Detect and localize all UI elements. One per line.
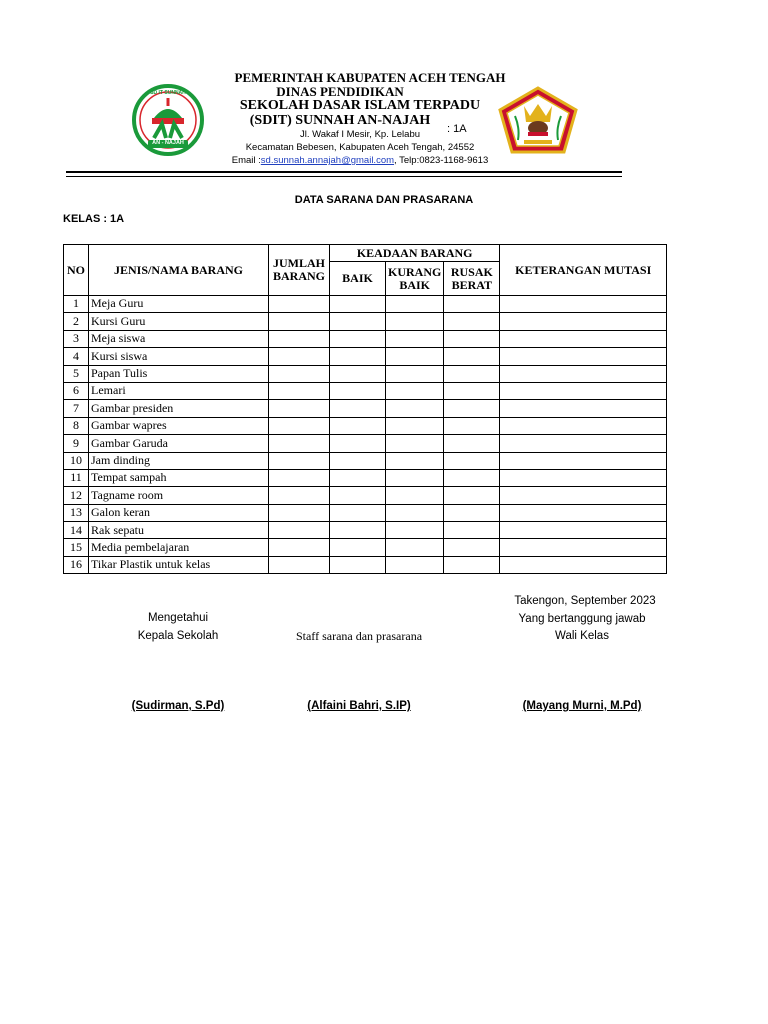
- signature-middle-line-1: Staff sarana dan prasarana: [295, 629, 423, 643]
- cell-jumlah: [269, 348, 330, 365]
- table-row: [64, 330, 667, 347]
- cell-rusak-berat: [444, 400, 500, 417]
- cell-keterangan: [500, 365, 667, 382]
- cell-rusak-berat: [444, 313, 500, 330]
- cell-name: Papan Tulis: [89, 365, 269, 382]
- cell-baik: [330, 417, 386, 434]
- cell-rusak-berat: [444, 348, 500, 365]
- inventory-table: [63, 244, 667, 574]
- cell-no: 9: [64, 435, 89, 452]
- place-date: Takengon, September 2023: [514, 595, 656, 607]
- cell-no: 3: [64, 330, 89, 347]
- signature-left-line-1: Mengetahui: [147, 612, 209, 624]
- cell-name: Lemari: [89, 382, 269, 399]
- cell-keterangan: [500, 487, 667, 504]
- cell-jumlah: [269, 556, 330, 573]
- col-header-rusak-berat: [444, 262, 500, 296]
- inventory-table-body: [64, 296, 667, 574]
- col-header-keadaan: KEADAAN BARANG: [330, 245, 500, 262]
- email-link[interactable]: sd.sunnah.annajah@gmail.com: [260, 155, 395, 166]
- signature-right-line-2: Wali Kelas: [555, 630, 609, 642]
- cell-baik: [330, 469, 386, 486]
- cell-jumlah: [269, 487, 330, 504]
- table-row: [64, 522, 667, 539]
- signature-middle-name: (Alfaini Bahri, S.IP): [307, 700, 411, 712]
- logo-top-text: SD IT SUNNAH: [150, 90, 186, 96]
- cell-no: 14: [64, 522, 89, 539]
- table-row: [64, 435, 667, 452]
- cell-name: Rak sepatu: [89, 522, 269, 539]
- header-line-1: PEMERINTAH KABUPATEN ACEH TENGAH: [234, 70, 506, 85]
- cell-rusak-berat: [444, 365, 500, 382]
- cell-keterangan: [500, 296, 667, 313]
- signature-left-name: (Sudirman, S.Pd): [131, 700, 225, 712]
- cell-jumlah: [269, 313, 330, 330]
- cell-no: 13: [64, 504, 89, 521]
- cell-baik: [330, 296, 386, 313]
- cell-kurang-baik: [386, 469, 444, 486]
- col-header-baik: BAIK: [330, 262, 386, 296]
- cell-no: 15: [64, 539, 89, 556]
- cell-kurang-baik: [386, 435, 444, 452]
- cell-jumlah: [269, 435, 330, 452]
- table-row: [64, 313, 667, 330]
- cell-keterangan: [500, 469, 667, 486]
- cell-no: 12: [64, 487, 89, 504]
- table-row: [64, 417, 667, 434]
- cell-keterangan: [500, 522, 667, 539]
- cell-rusak-berat: [444, 330, 500, 347]
- kelas-label: KELAS : 1A: [63, 213, 125, 225]
- col-header-jumlah-1: JUMLAH: [273, 256, 325, 270]
- document-title: DATA SARANA DAN PRASARANA: [294, 194, 474, 206]
- col-header-kurang-baik: [386, 262, 444, 296]
- col-header-keterangan: KETERANGAN MUTASI: [500, 245, 667, 296]
- cell-baik: [330, 382, 386, 399]
- col-header-jenis: JENIS/NAMA BARANG: [89, 245, 269, 296]
- cell-name: Jam dinding: [89, 452, 269, 469]
- cell-rusak-berat: [444, 417, 500, 434]
- cell-no: 16: [64, 556, 89, 573]
- signature-right-line-1: Yang bertanggung jawab: [518, 613, 646, 625]
- cell-no: 10: [64, 452, 89, 469]
- table-row: [64, 469, 667, 486]
- cell-rusak-berat: [444, 504, 500, 521]
- cell-keterangan: [500, 382, 667, 399]
- cell-kurang-baik: [386, 452, 444, 469]
- col-header-no: NO: [64, 245, 89, 296]
- cell-rusak-berat: [444, 452, 500, 469]
- cell-kurang-baik: [386, 556, 444, 573]
- cell-kurang-baik: [386, 539, 444, 556]
- logo-bottom-text: AN - NAJAH: [152, 140, 184, 146]
- signature-right-name: (Mayang Murni, M.Pd): [522, 700, 642, 712]
- cell-baik: [330, 539, 386, 556]
- cell-baik: [330, 435, 386, 452]
- cell-keterangan: [500, 348, 667, 365]
- cell-name: Meja siswa: [89, 330, 269, 347]
- col-header-kurang-2: BAIK: [399, 277, 431, 292]
- cell-no: 7: [64, 400, 89, 417]
- table-row: [64, 400, 667, 417]
- cell-name: Galon keran: [89, 504, 269, 521]
- cell-jumlah: [269, 504, 330, 521]
- header-address-2: Kecamatan Bebesen, Kabupaten Aceh Tengah, 24552: [245, 142, 475, 153]
- cell-kurang-baik: [386, 417, 444, 434]
- header-class-tag: : 1A: [447, 123, 467, 135]
- cell-kurang-baik: [386, 382, 444, 399]
- header-rule: [66, 171, 622, 173]
- cell-keterangan: [500, 400, 667, 417]
- cell-kurang-baik: [386, 348, 444, 365]
- header-line-4: (SDIT) SUNNAH AN-NAJAH: [249, 113, 431, 128]
- table-row: [64, 504, 667, 521]
- cell-jumlah: [269, 382, 330, 399]
- cell-keterangan: [500, 313, 667, 330]
- header-rule-thin: [66, 176, 622, 177]
- cell-keterangan: [500, 330, 667, 347]
- table-row: [64, 539, 667, 556]
- header-line-2: DINAS PENDIDIKAN: [276, 84, 404, 99]
- cell-baik: [330, 452, 386, 469]
- email-label: Email :: [231, 155, 261, 166]
- cell-no: 1: [64, 296, 89, 313]
- cell-baik: [330, 556, 386, 573]
- col-header-jumlah-2: BARANG: [272, 269, 325, 283]
- cell-kurang-baik: [386, 522, 444, 539]
- cell-keterangan: [500, 417, 667, 434]
- cell-keterangan: [500, 539, 667, 556]
- cell-kurang-baik: [386, 504, 444, 521]
- header-address-1: Jl. Wakaf I Mesir, Kp. Lelabu: [299, 129, 421, 140]
- cell-baik: [330, 487, 386, 504]
- cell-rusak-berat: [444, 539, 500, 556]
- cell-baik: [330, 330, 386, 347]
- table-row: [64, 452, 667, 469]
- table-row: [64, 382, 667, 399]
- cell-name: Tagname room: [89, 487, 269, 504]
- cell-rusak-berat: [444, 469, 500, 486]
- table-row: [64, 296, 667, 313]
- cell-rusak-berat: [444, 556, 500, 573]
- col-header-rusak-1: RUSAK: [450, 264, 493, 279]
- cell-no: 8: [64, 417, 89, 434]
- cell-baik: [330, 365, 386, 382]
- cell-kurang-baik: [386, 313, 444, 330]
- cell-kurang-baik: [386, 296, 444, 313]
- cell-keterangan: [500, 435, 667, 452]
- cell-name: Meja Guru: [89, 296, 269, 313]
- cell-rusak-berat: [444, 296, 500, 313]
- cell-rusak-berat: [444, 487, 500, 504]
- cell-name: Tikar Plastik untuk kelas: [89, 556, 269, 573]
- cell-baik: [330, 504, 386, 521]
- cell-jumlah: [269, 539, 330, 556]
- table-row: [64, 348, 667, 365]
- col-header-rusak-2: BERAT: [451, 277, 493, 292]
- cell-jumlah: [269, 365, 330, 382]
- cell-name: Gambar presiden: [89, 400, 269, 417]
- cell-rusak-berat: [444, 382, 500, 399]
- cell-jumlah: [269, 452, 330, 469]
- cell-jumlah: [269, 296, 330, 313]
- header-line-3: SEKOLAH DASAR ISLAM TERPADU: [239, 98, 481, 113]
- cell-no: 4: [64, 348, 89, 365]
- cell-name: Tempat sampah: [89, 469, 269, 486]
- col-header-jumlah: [269, 245, 330, 296]
- cell-jumlah: [269, 522, 330, 539]
- cell-jumlah: [269, 469, 330, 486]
- table-row: [64, 556, 667, 573]
- cell-jumlah: [269, 400, 330, 417]
- cell-rusak-berat: [444, 522, 500, 539]
- cell-no: 2: [64, 313, 89, 330]
- cell-name: Gambar Garuda: [89, 435, 269, 452]
- cell-jumlah: [269, 330, 330, 347]
- cell-rusak-berat: [444, 435, 500, 452]
- cell-keterangan: [500, 452, 667, 469]
- table-row: [64, 365, 667, 382]
- cell-jumlah: [269, 417, 330, 434]
- phone-text: , Telp:0823-1168-9613: [394, 155, 489, 166]
- signature-left-line-2: Kepala Sekolah: [137, 630, 219, 642]
- cell-keterangan: [500, 504, 667, 521]
- cell-no: 11: [64, 469, 89, 486]
- cell-kurang-baik: [386, 487, 444, 504]
- cell-baik: [330, 522, 386, 539]
- table-row: [64, 487, 667, 504]
- cell-kurang-baik: [386, 365, 444, 382]
- cell-name: Media pembelajaran: [89, 539, 269, 556]
- cell-kurang-baik: [386, 330, 444, 347]
- cell-no: 6: [64, 382, 89, 399]
- cell-name: Gambar wapres: [89, 417, 269, 434]
- cell-baik: [330, 400, 386, 417]
- cell-name: Kursi siswa: [89, 348, 269, 365]
- cell-kurang-baik: [386, 400, 444, 417]
- cell-baik: [330, 348, 386, 365]
- cell-keterangan: [500, 556, 667, 573]
- cell-name: Kursi Guru: [89, 313, 269, 330]
- header-contact: [180, 155, 540, 166]
- cell-baik: [330, 313, 386, 330]
- cell-no: 5: [64, 365, 89, 382]
- col-header-kurang-1: KURANG: [388, 264, 442, 279]
